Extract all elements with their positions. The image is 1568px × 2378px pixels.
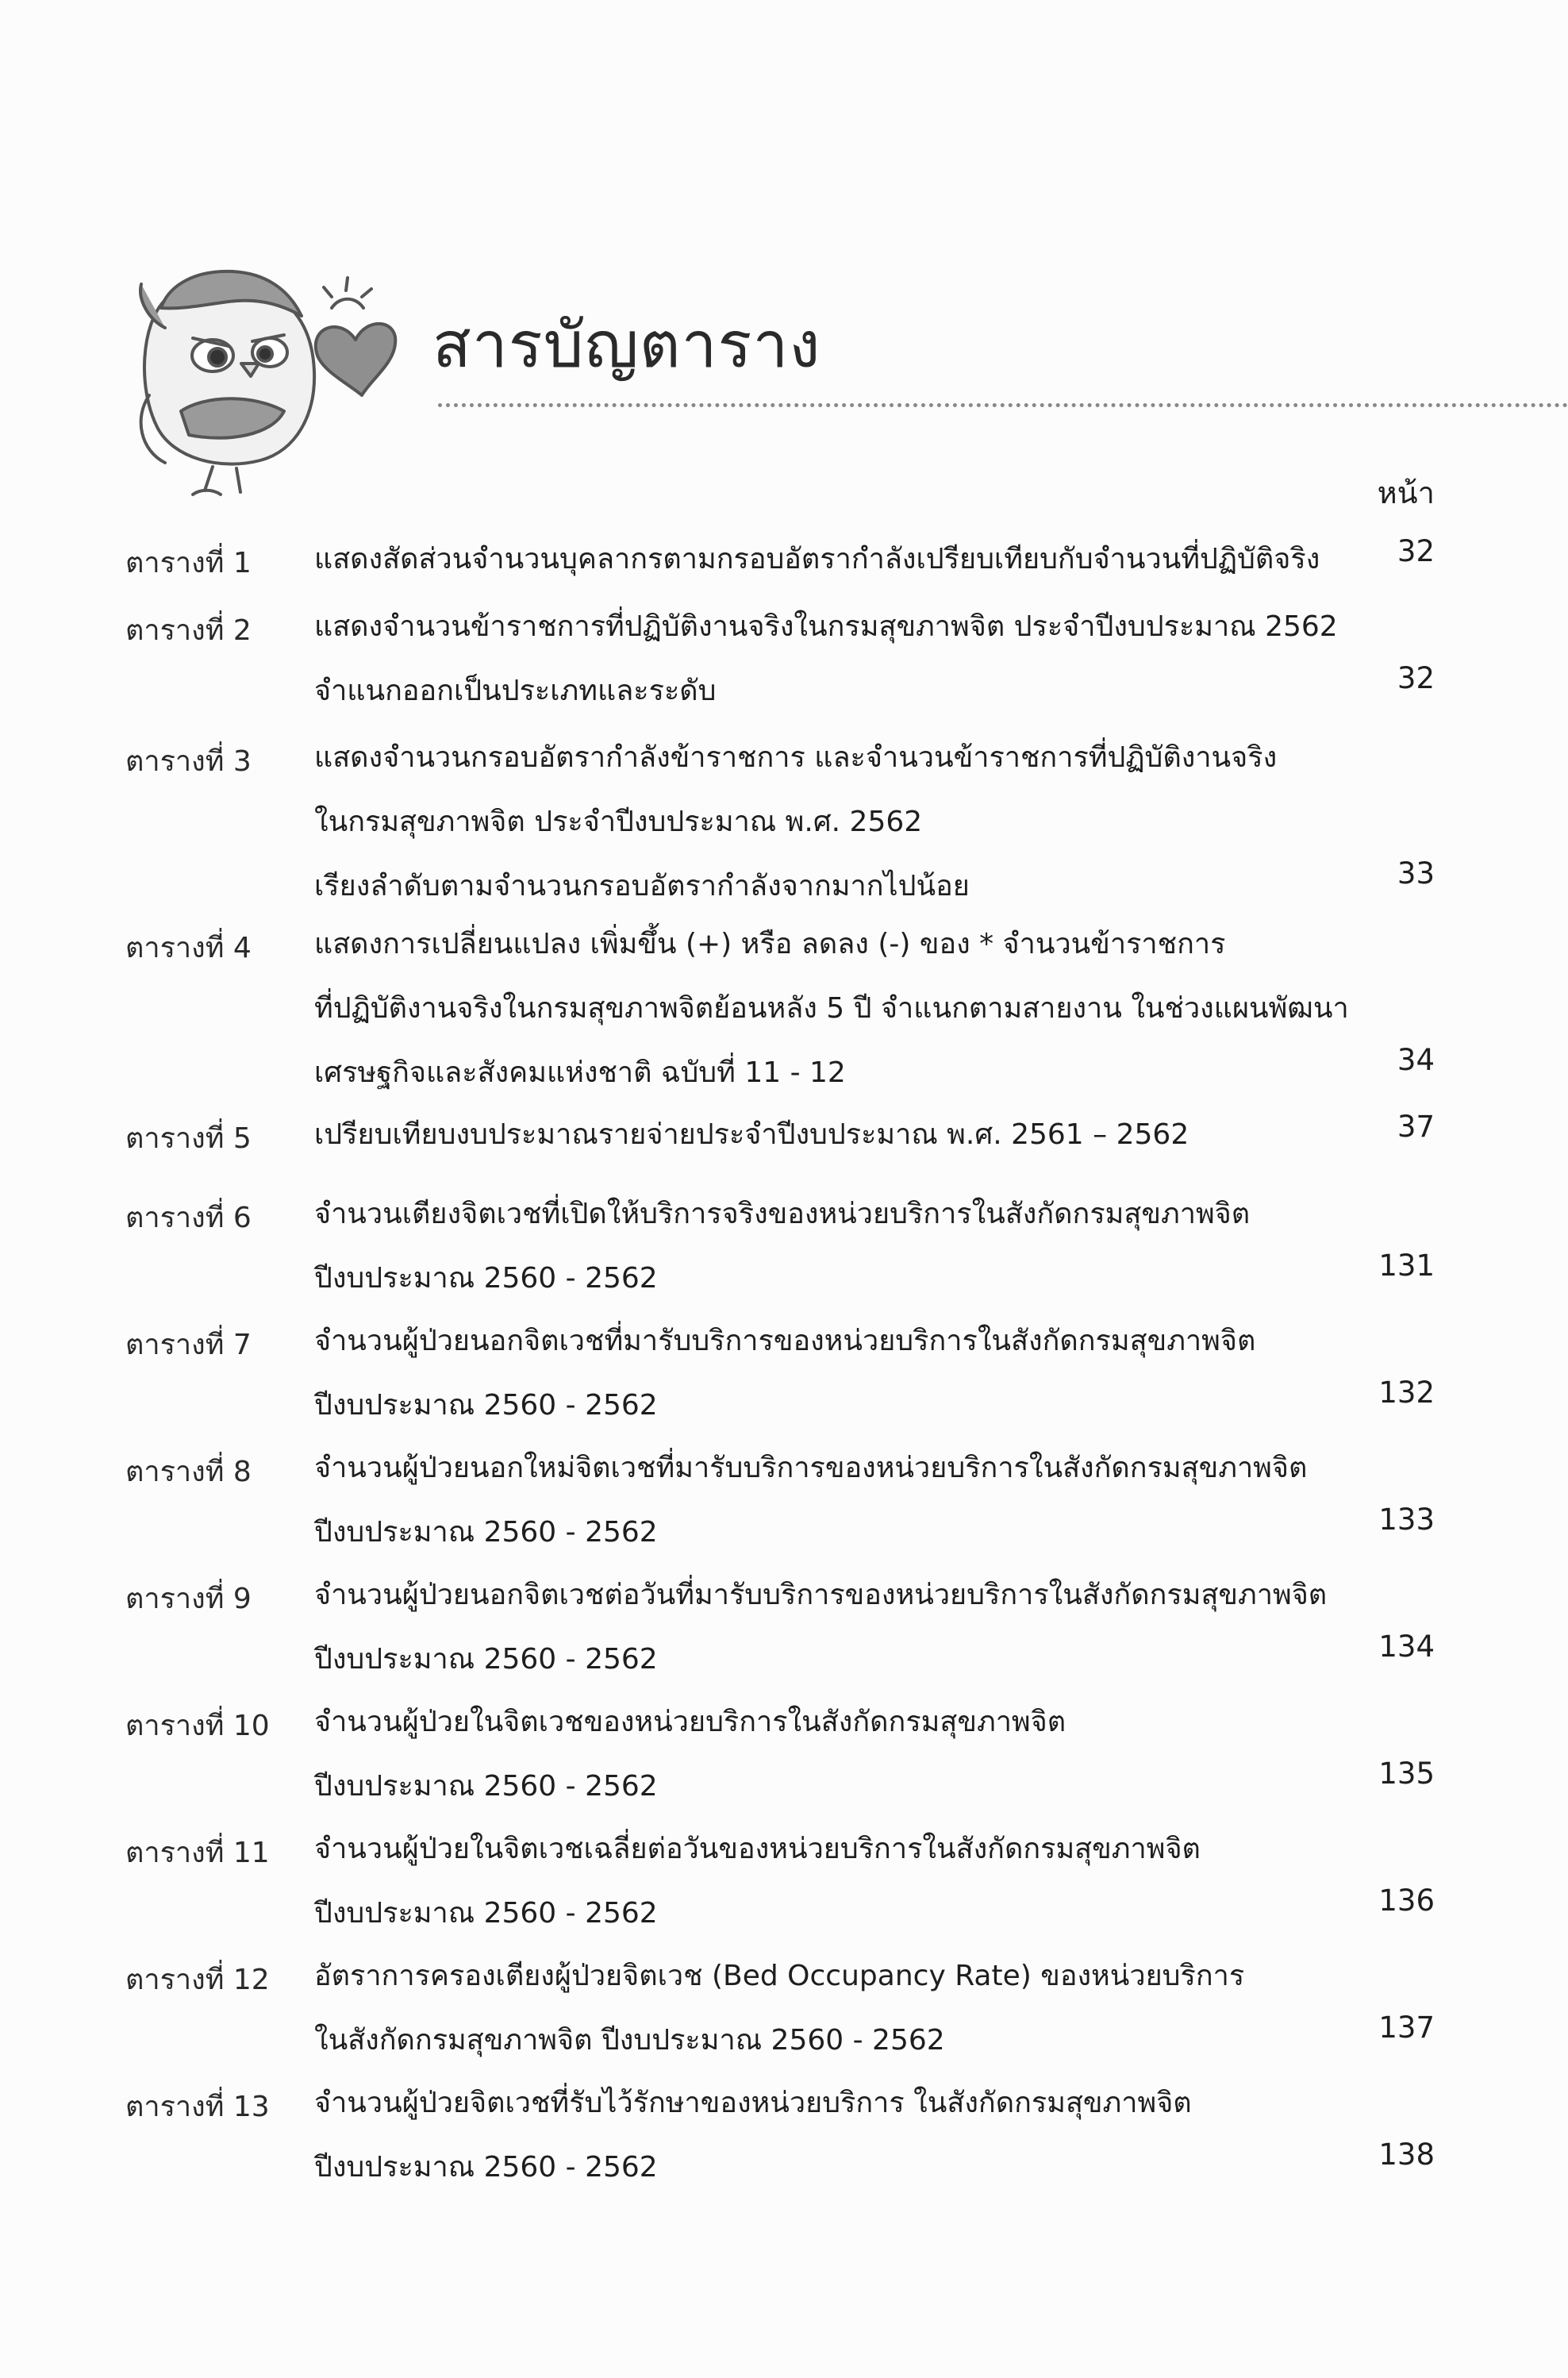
toc-entry-label: ตารางที่ 2 <box>125 614 252 647</box>
title-dotted-underline <box>438 403 1568 407</box>
toc-entry-label: ตารางที่ 9 <box>125 1583 252 1615</box>
toc-entry-label: ตารางที่ 10 <box>125 1710 270 1742</box>
toc-entry-line: แสดงสัดส่วนจำนวนบุคลากรตามกรอบอัตรากำลังเปรียบเทียบกับจำนวนที่ปฏิบัติจริง <box>314 543 1320 575</box>
toc-entry-line: ในสังกัดกรมสุขภาพจิต ปีงบประมาณ 2560 - 2562 <box>314 2024 945 2057</box>
toc-entry-label: ตารางที่ 1 <box>125 547 252 579</box>
toc-entry-line: แสดงจำนวนกรอบอัตรากำลังข้าราชการ และจำนวนข้าราชการที่ปฏิบัติงานจริง <box>314 741 1278 774</box>
toc-entry-line: ปีงบประมาณ 2560 - 2562 <box>314 1516 658 1549</box>
toc-entry-description <box>314 2084 1362 2212</box>
toc-entry-page-number: 138 <box>1378 2138 1435 2172</box>
toc-entry-description <box>314 925 1362 1118</box>
toc-entry-label: ตารางที่ 12 <box>125 1964 270 1996</box>
toc-entry-page-number: 134 <box>1378 1630 1435 1664</box>
toc-entry-page-number: 131 <box>1378 1249 1435 1283</box>
toc-entry-page-number: 132 <box>1378 1376 1435 1410</box>
toc-entry-line: ปีงบประมาณ 2560 - 2562 <box>314 2151 658 2184</box>
toc-entry-description <box>314 540 1362 604</box>
toc-entry-page-number: 32 <box>1397 534 1435 568</box>
toc-entry-page-number: 137 <box>1378 2011 1435 2045</box>
toc-entry-page-number: 32 <box>1397 661 1435 695</box>
toc-entry-line: ปีงบประมาณ 2560 - 2562 <box>314 1262 658 1295</box>
toc-entry-page-number: 135 <box>1378 1757 1435 1791</box>
toc-entry-description <box>314 1957 1362 2085</box>
toc-entry-description <box>314 1115 1362 1179</box>
toc-entry-line: จำนวนผู้ป่วยในจิตเวชของหน่วยบริการในสังกัดกรมสุขภาพจิต <box>314 1706 1066 1738</box>
toc-entry-line: จำนวนผู้ป่วยนอกจิตเวชที่มารับบริการของหน่วยบริการในสังกัดกรมสุขภาพจิต <box>314 1325 1256 1357</box>
toc-entry-description <box>314 1322 1362 1450</box>
toc-entry-line: จำนวนผู้ป่วยในจิตเวชเฉลี่ยต่อวันของหน่วยบริการในสังกัดกรมสุขภาพจิต <box>314 1833 1201 1865</box>
toc-entry-line: เศรษฐกิจและสังคมแห่งชาติ ฉบับที่ 11 - 12 <box>314 1056 846 1089</box>
toc-entry-page-number: 133 <box>1378 1503 1435 1537</box>
toc-entry-line: อัตราการครองเตียงผู้ป่วยจิตเวช (Bed Occupancy Rate) ของหน่วยบริการ <box>314 1960 1245 1992</box>
toc-entry-line: ปีงบประมาณ 2560 - 2562 <box>314 1643 658 1676</box>
toc-entry-description <box>314 1449 1362 1577</box>
toc-entry-line: เปรียบเทียบงบประมาณรายจ่ายประจำปีงบประมาณ พ.ศ. 2561 – 2562 <box>314 1118 1189 1151</box>
toc-entry-page-number: 33 <box>1397 856 1435 891</box>
toc-entry-page-number: 37 <box>1397 1110 1435 1144</box>
toc-entry-label: ตารางที่ 8 <box>125 1456 252 1488</box>
toc-entry-label: ตารางที่ 11 <box>125 1837 270 1869</box>
toc-entry-description <box>314 1703 1362 1831</box>
toc-entry-line: ปีงบประมาณ 2560 - 2562 <box>314 1897 658 1930</box>
toc-entry-label: ตารางที่ 6 <box>125 1202 252 1234</box>
toc-entry-line: ปีงบประมาณ 2560 - 2562 <box>314 1770 658 1803</box>
toc-entry-line: จำแนกออกเป็นประเภทและระดับ <box>314 675 717 707</box>
toc-entry-label: ตารางที่ 3 <box>125 745 252 778</box>
page-title: สารบัญตาราง <box>432 308 821 382</box>
toc-entry-page-number: 136 <box>1378 1884 1435 1918</box>
toc-entry-label: ตารางที่ 4 <box>125 932 252 964</box>
toc-entry-page-number: 34 <box>1397 1043 1435 1077</box>
toc-entry-line: จำนวนเตียงจิตเวชที่เปิดให้บริการจริงของหน่วยบริการในสังกัดกรมสุขภาพจิต <box>314 1198 1251 1230</box>
toc-entry-label: ตารางที่ 5 <box>125 1122 252 1155</box>
toc-entry-line: แสดงจำนวนข้าราชการที่ปฏิบัติงานจริงในกรมสุขภาพจิต ประจำปีงบประมาณ 2562 <box>314 610 1338 643</box>
toc-entry-line: ปีงบประมาณ 2560 - 2562 <box>314 1389 658 1422</box>
toc-entry-description <box>314 607 1362 736</box>
toc-entry-label: ตารางที่ 13 <box>125 2091 270 2123</box>
owl-mascot-illustration <box>94 252 411 514</box>
toc-entry-line: เรียงลำดับตามจำนวนกรอบอัตรากำลังจากมากไปน้อย <box>314 870 970 902</box>
toc-entry-line: ในกรมสุขภาพจิต ประจำปีงบประมาณ พ.ศ. 2562 <box>314 806 923 838</box>
toc-entry-description <box>314 1830 1362 1958</box>
toc-entry-label: ตารางที่ 7 <box>125 1329 252 1361</box>
toc-entry-description <box>314 738 1362 931</box>
page-column-heading: หน้า <box>1377 475 1435 510</box>
toc-entry-description <box>314 1576 1362 1704</box>
toc-entry-line: แสดงการเปลี่ยนแปลง เพิ่มขึ้น (+) หรือ ลดลง (-) ของ * จำนวนข้าราชการ <box>314 928 1226 960</box>
toc-entry-line: ที่ปฏิบัติงานจริงในกรมสุขภาพจิตย้อนหลัง 5 ปี จำแนกตามสายงาน ในช่วงแผนพัฒนา <box>314 992 1349 1025</box>
toc-entry-description <box>314 1195 1362 1323</box>
toc-entry-line: จำนวนผู้ป่วยนอกจิตเวชต่อวันที่มารับบริการของหน่วยบริการในสังกัดกรมสุขภาพจิต <box>314 1579 1328 1611</box>
toc-entry-line: จำนวนผู้ป่วยนอกใหม่จิตเวชที่มารับบริการของหน่วยบริการในสังกัดกรมสุขภาพจิต <box>314 1452 1308 1484</box>
toc-entry-line: จำนวนผู้ป่วยจิตเวชที่รับไว้รักษาของหน่วยบริการ ในสังกัดกรมสุขภาพจิต <box>314 2087 1192 2119</box>
